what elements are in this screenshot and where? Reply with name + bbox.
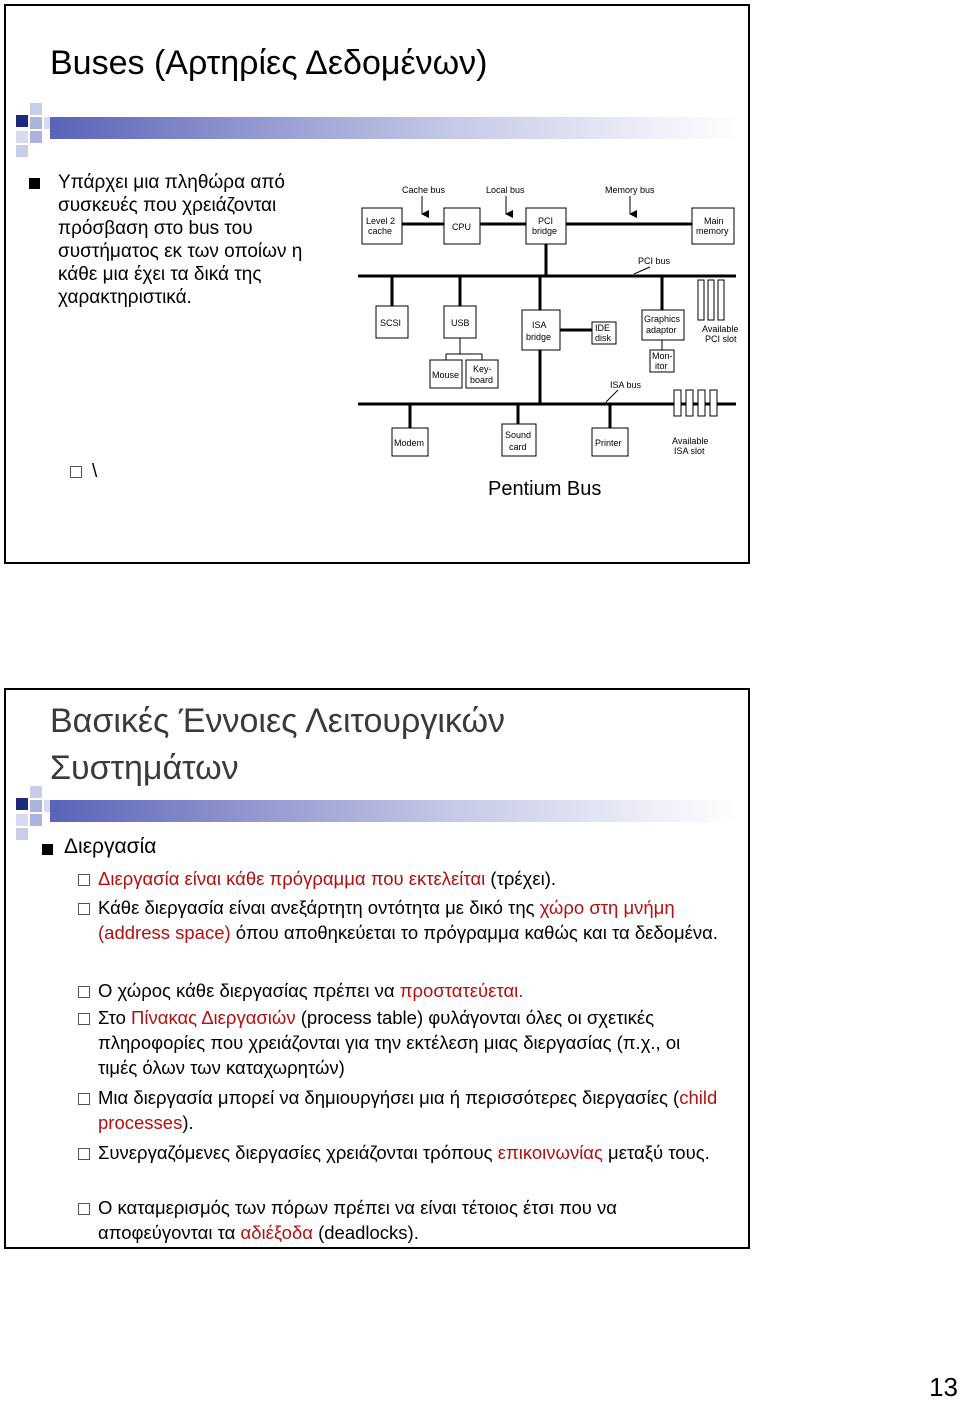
bullet-marker bbox=[42, 844, 53, 855]
keyboard-label-1: Key- bbox=[473, 364, 492, 374]
graphics-adaptor-label-1: Graphics bbox=[644, 314, 681, 324]
pci-bus-label: PCI bus bbox=[638, 256, 671, 266]
main-memory-label-1: Main bbox=[704, 216, 724, 226]
sub-bullet-text: Μια διεργασία μπορεί να δημιουργήσει μια ή περισσότερες διεργασίες ( bbox=[98, 1087, 680, 1108]
slide-title-line-2: Συστημάτων bbox=[50, 749, 239, 787]
isa-slot-3 bbox=[698, 390, 705, 416]
slide-title-line-1: Βασικές Έννοιες Λειτουργικών bbox=[50, 702, 505, 740]
sub-bullet-text: Συνεργαζόμενες διεργασίες χρειάζονται τρόπους bbox=[98, 1142, 498, 1163]
highlighted-term: child processes bbox=[98, 1087, 718, 1133]
isa-bridge-label-2: bridge bbox=[526, 332, 552, 342]
sub-bullet-text: Κάθε διεργασία είναι ανεξάρτητη οντότητα με δικό της bbox=[98, 897, 540, 918]
pci-bridge-label-1: PCI bbox=[538, 216, 554, 226]
diagram-caption: Pentium Bus bbox=[488, 478, 602, 500]
ide-disk-label-1: IDE bbox=[595, 323, 611, 333]
sub-bullet-text: Ο χώρος κάθε διεργασίας πρέπει να bbox=[98, 980, 400, 1001]
isa-bridge-box bbox=[522, 310, 560, 350]
sub-bullet-text: Στο bbox=[98, 1007, 132, 1028]
isa-slot-2 bbox=[686, 390, 693, 416]
slide-title: Buses (Αρτηρίες Δεδομένων) bbox=[50, 44, 488, 82]
bullet-text: Διεργασία bbox=[64, 835, 157, 858]
sub-bullet-text: όπου αποθηκεύεται το πρόγραμμα καθώς και τα δεδομένα. bbox=[230, 922, 718, 943]
ide-disk-label-2: disk bbox=[595, 333, 612, 343]
sub-bullet-marker bbox=[78, 1148, 90, 1160]
pci-slot-2 bbox=[708, 280, 714, 320]
sub-bullet-item bbox=[98, 866, 718, 891]
highlighted-term: Διεργασία είναι κάθε πρόγραμμα που εκτελείται bbox=[98, 868, 486, 889]
bullet-marker bbox=[29, 178, 40, 189]
sub-bullet-item bbox=[98, 1085, 718, 1135]
cpu-label: CPU bbox=[452, 222, 472, 232]
sound-card-label-2: card bbox=[509, 442, 527, 452]
pentium-bus-diagram bbox=[352, 176, 742, 466]
slide-buses bbox=[4, 4, 750, 564]
sub-bullet-marker bbox=[78, 1203, 90, 1215]
sub-bullet-marker bbox=[78, 1093, 90, 1105]
sub-bullet-item bbox=[98, 1140, 718, 1165]
mouse-label: Mouse bbox=[432, 370, 460, 380]
sub-bullet-marker bbox=[78, 874, 90, 886]
available-isa-slot-label-2: ISA slot bbox=[674, 446, 705, 456]
modem-label: Modem bbox=[394, 438, 425, 448]
main-memory-label-2: memory bbox=[696, 226, 729, 236]
sub-bullet-marker bbox=[70, 466, 82, 478]
available-pci-slot-label-1: Available bbox=[702, 324, 739, 334]
title-decoration bbox=[6, 103, 748, 161]
level2-cache-label-1: Level 2 bbox=[366, 216, 396, 226]
sub-bullet-text: (process table) φυλάγονται όλες οι σχετικές πληροφορίες που χρειάζονται για την εκτέλεση μιας διεργασίας (π.χ., οι τιμές όλων των καταχωρητών) bbox=[98, 1007, 681, 1078]
sub-bullet-text: (τρέχει). bbox=[485, 868, 557, 889]
highlighted-term: χώρο στη μνήμη (address space) bbox=[98, 897, 675, 943]
pci-bridge-label-2: bridge bbox=[532, 226, 558, 236]
isa-slot-1 bbox=[674, 390, 681, 416]
sub-bullet-text: \ bbox=[92, 461, 98, 482]
page-number: 13 bbox=[929, 1372, 958, 1402]
isa-slot-4 bbox=[710, 390, 717, 416]
sub-bullet-text: ). bbox=[182, 1112, 194, 1133]
sub-bullet-item bbox=[98, 1005, 718, 1080]
sub-bullet-text: μεταξύ τους. bbox=[602, 1142, 710, 1163]
cache-bus-label: Cache bus bbox=[402, 185, 446, 195]
sub-bullet-item bbox=[98, 895, 718, 945]
graphics-adaptor-label-2: adaptor bbox=[646, 325, 677, 335]
highlighted-term: προστατεύεται. bbox=[399, 980, 524, 1001]
memory-bus-label: Memory bus bbox=[605, 185, 655, 195]
pci-slot-3 bbox=[718, 280, 724, 320]
level2-cache-label-2: cache bbox=[368, 226, 393, 236]
sound-card-label-1: Sound bbox=[505, 430, 532, 440]
isa-bridge-label-1: ISA bbox=[532, 320, 547, 330]
pci-slot-1 bbox=[698, 280, 704, 320]
monitor-label-1: Mon- bbox=[652, 351, 673, 361]
monitor-label-2: itor bbox=[655, 361, 668, 371]
bullet-text: Υπάρχει μια πληθώρα από συσκευές που χρειάζονται πρόσβαση στο bus του συστήματος εκ των οποίων η κάθε μια έχει τα δικά της χαρακτηριστικά. bbox=[58, 172, 303, 308]
sub-bullet-item bbox=[98, 978, 718, 1003]
slide-os-concepts bbox=[4, 688, 750, 1249]
sub-bullet-marker bbox=[78, 1013, 90, 1025]
sub-bullet-marker bbox=[78, 903, 90, 915]
printer-label: Printer bbox=[595, 438, 622, 448]
scsi-label: SCSI bbox=[380, 318, 402, 328]
available-isa-slot-label-1: Available bbox=[672, 436, 709, 446]
local-bus-label: Local bus bbox=[486, 185, 525, 195]
highlighted-term: Πίνακας Διεργασιών bbox=[131, 1007, 296, 1028]
usb-label: USB bbox=[451, 318, 470, 328]
available-pci-slot-label-2: PCI slot bbox=[705, 334, 737, 344]
isa-bus-label: ISA bus bbox=[610, 380, 642, 390]
highlighted-term: αδιέξοδα bbox=[240, 1222, 313, 1243]
highlighted-term: επικοινωνίας bbox=[497, 1142, 603, 1163]
keyboard-label-2: board bbox=[470, 375, 494, 385]
sub-bullet-item bbox=[98, 1195, 718, 1245]
sub-bullet-text: Ο καταμερισμός των πόρων πρέπει να είναι τέτοιος έτσι που να αποφεύγονται τα bbox=[98, 1197, 617, 1243]
sub-bullet-marker bbox=[78, 986, 90, 998]
sub-bullet-text: (deadlocks). bbox=[312, 1222, 419, 1243]
